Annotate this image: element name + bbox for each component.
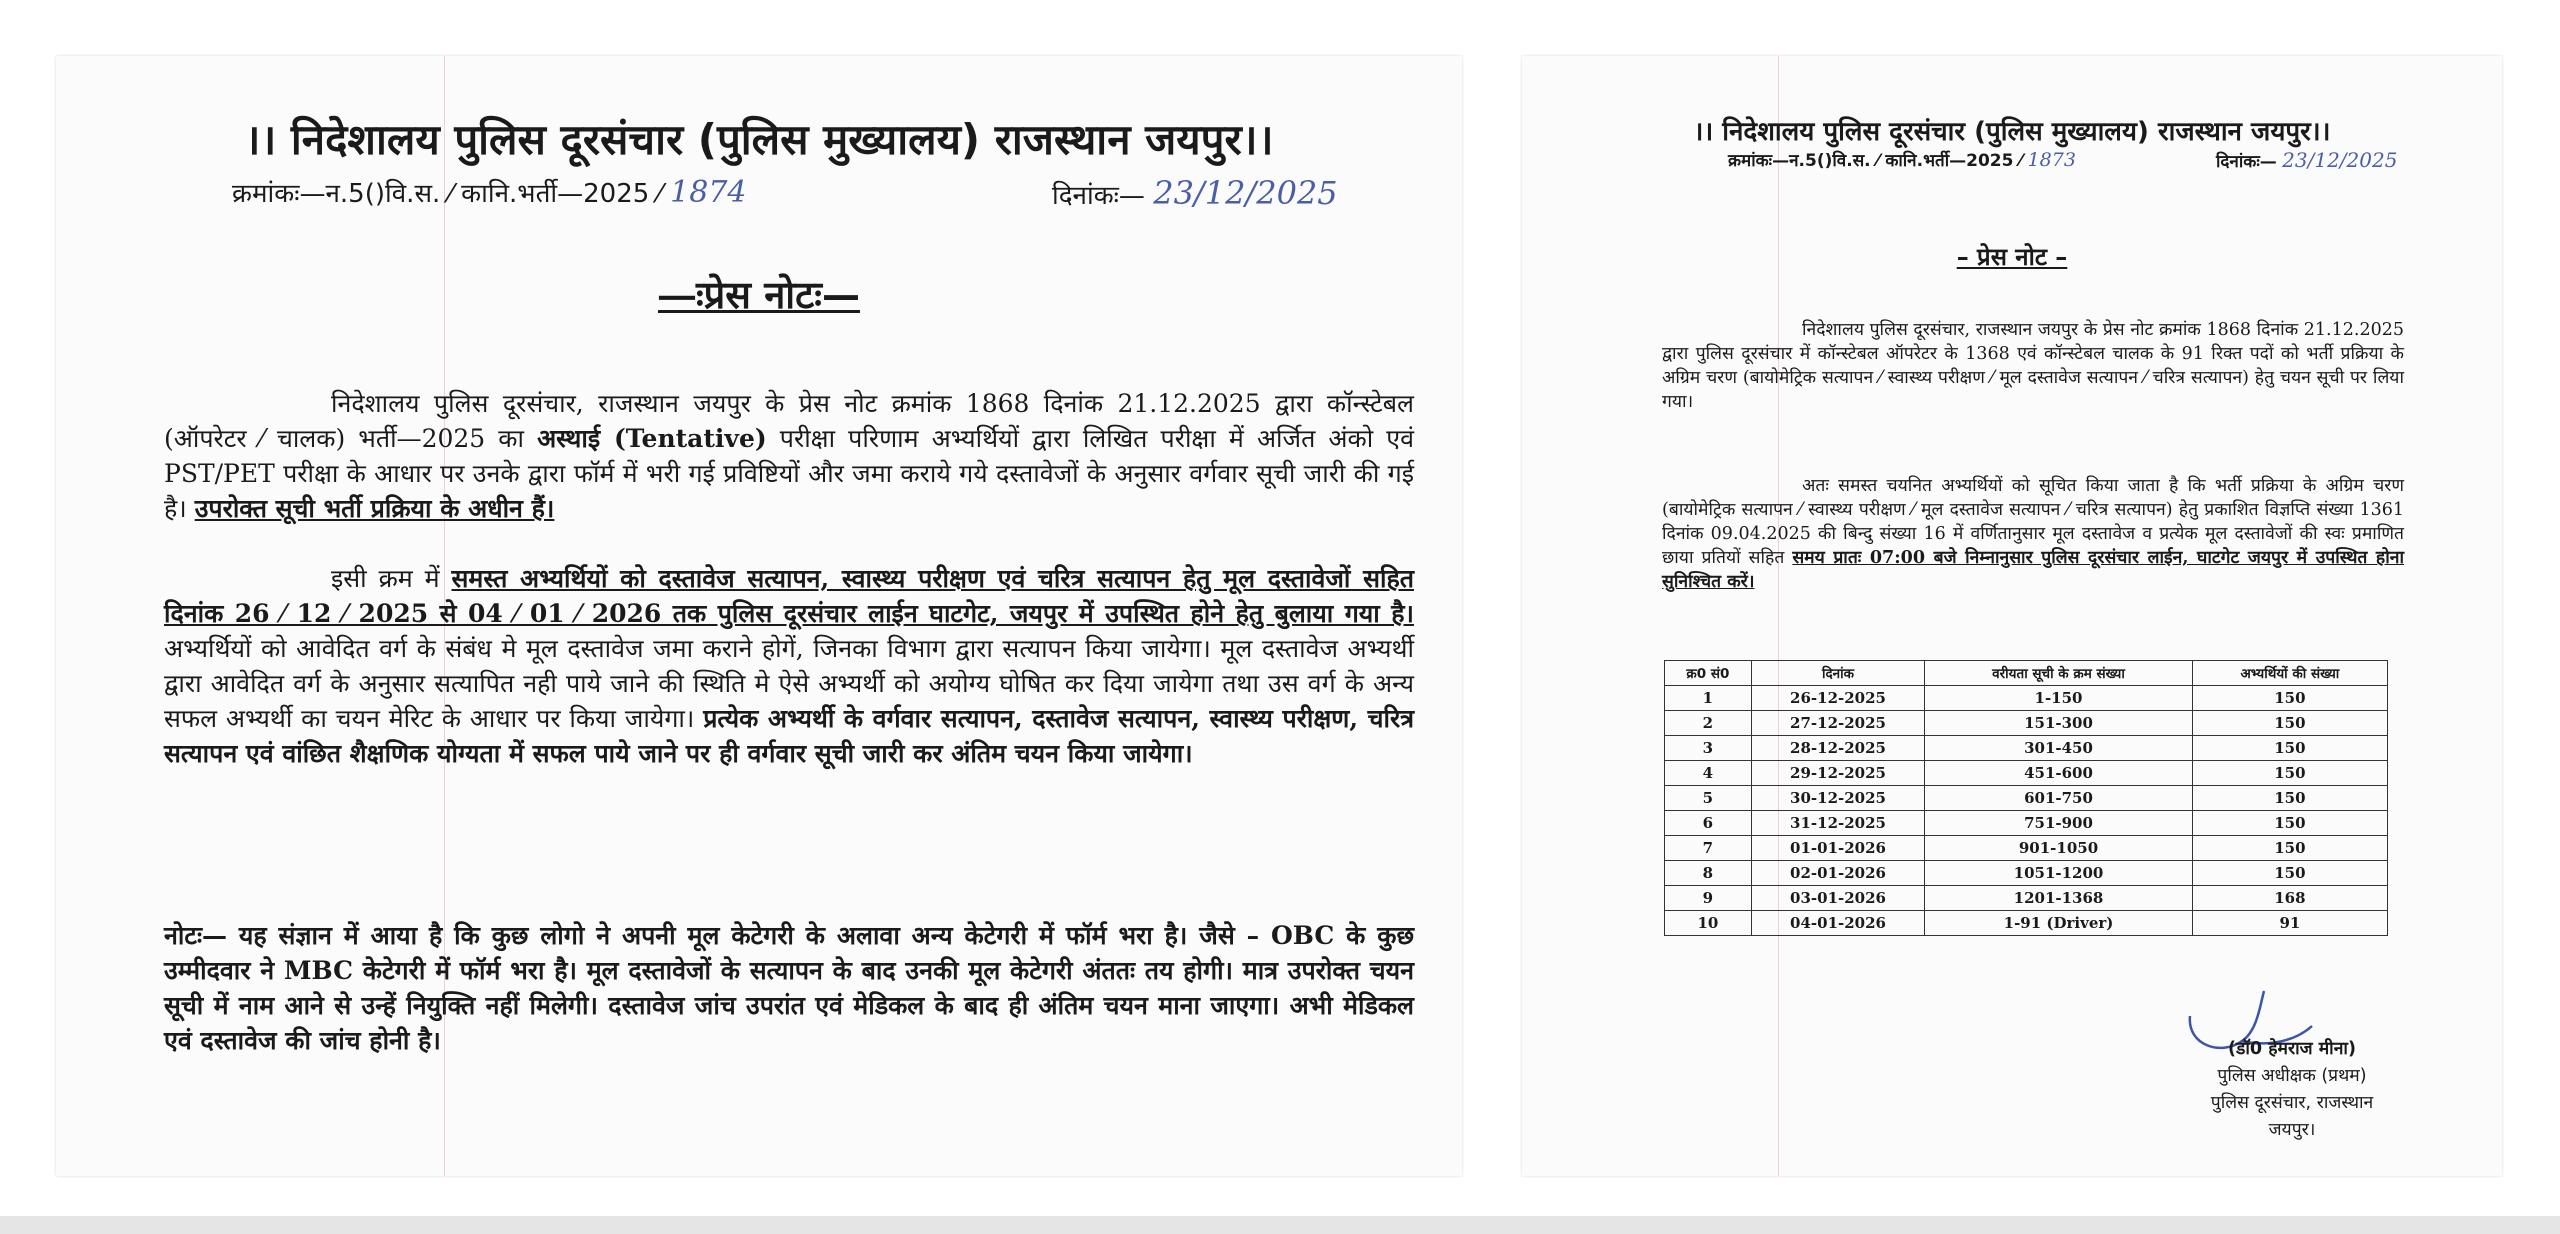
table-cell: 27-12-2025 [1751,711,1925,736]
table-cell: 150 [2192,811,2387,836]
table-cell: 901-1050 [1925,836,2193,861]
reference-label: क्रमांकः—न.5()वि.स. ⁄ कानि.भर्ती—2025 ⁄ [232,179,662,209]
table-row [1665,861,2388,886]
table-cell: 168 [2192,886,2387,911]
table-cell: 10 [1665,911,1752,936]
paragraph-text: अतः समस्त चयनित अभ्यर्थियों को सूचित किया जाता है कि भर्ती प्रक्रिया के अग्रिम चरण (बायोमेट्रिक सत्यापन ⁄ स्वास्थ्य परीक्षण ⁄ मूल दस्तावेज सत्यापन ⁄ चरित्र सत्यापन) हेतु प्रकाशित विज्ञप्ति संख्या 1361 दिनांक 09.04.2025 की बिन्दु संख्या 16 में वर्णितानुसार मूल दस्तावेज व प्रत्येक मूल दस्तावेजों की स्वः प्रमाणित छाया प्रतियों सहित [1662,476,2404,568]
table-cell: 7 [1665,836,1752,861]
paragraph-verification-schedule [164,561,1414,771]
paragraph-text: इसी क्रम में [331,564,452,593]
table-column-header: अभ्यर्थियों की संख्या [2192,661,2387,686]
paragraph-text: परीक्षा परिणाम अभ्यर्थियों द्वारा लिखित परीक्षा में अर्जित अंको एवं PST/PET परीक्षा के आधार पर उनके द्वारा फॉर्म में भरी गई प्रविष्टियों और जमा कराये गये दस्तावेजों के अनुसार वर्गवार सूची जारी की गई है। [164,424,1415,523]
table-column-header: दिनांक [1751,661,1925,686]
table-row [1665,811,2388,836]
table-cell: 2 [1665,711,1752,736]
table-cell: 91 [2192,911,2387,936]
table-cell: 28-12-2025 [1751,736,1925,761]
bottom-edge [0,1216,2560,1234]
table-cell: 751-900 [1925,811,2193,836]
table-row [1665,686,2388,711]
date-label: दिनांकः— [1052,181,1145,211]
final-selection-condition: प्रत्येक अभ्यर्थी के वर्गवार सत्यापन, दस्तावेज सत्यापन, स्वास्थ्य परीक्षण, चरित्र सत्यापन एवं वांछित शैक्षणिक योग्यता में सफल पाये जाने पर ही वर्गवार सूची जारी कर अंतिम चयन किया जायेगा। [164,704,1415,768]
table-cell: 30-12-2025 [1751,786,1925,811]
table-cell: 150 [2192,686,2387,711]
table-row [1665,786,2388,811]
paragraph-attendance [1662,474,2404,594]
handwritten-reference-no: 1873 [2027,149,2076,171]
paragraph-text: अभ्यर्थियों को आवेदित वर्ग के संबंध मे मूल दस्तावेज जमा कराने होगें, जिनका विभाग द्वारा सत्यापन किया जायेगा। मूल दस्तावेज अभ्यर्थी द्वारा आवेदित वर्ग के अनुसार सत्यापित नही पाये जाने की स्थिति मे ऐसे अभ्यर्थी को अयोग्य घोषित कर दिया जायेगा तथा उस वर्ग के अन्य सफल अभ्यर्थी का चयन मेरिट के आधार पर किया जायेगा। [164,634,1414,733]
press-note-right-page [1522,56,2502,1176]
page-title: —ःप्रेस नोटः— [658,273,860,317]
press-note-left-page [56,56,1462,1176]
table-cell: 03-01-2026 [1751,886,1925,911]
table-cell: 02-01-2026 [1751,861,1925,886]
signatory-designation: पुलिस अधीक्षक (प्रथम) [2217,1066,2367,1086]
letterhead: ।। निदेशालय पुलिस दूरसंचार (पुलिस मुख्यालय) राजस्थान जयपुर।। [244,115,1274,164]
table-cell: 301-450 [1925,736,2193,761]
table-cell: 151-300 [1925,711,2193,736]
table-row [1665,711,2388,736]
reference-number [232,174,747,210]
note-paragraph: नोटः— यह संज्ञान में आया है कि कुछ लोगो ने अपनी मूल केटेगरी के अलावा अन्य केटेगरी में फॉर्म भरा है। जैसे – OBC के कुछ उम्मीदवार ने MBC केटेगरी में फॉर्म भरा है। मूल दस्तावेजों के सत्यापन के बाद उनकी मूल केटेगरी अंततः तय होगी। मात्र उपरोक्त चयन सूची में नाम आने से उन्हें नियुक्ति नहीं मिलेगी। दस्तावेज जांच उपरांत एवं मेडिकल के बाद ही अंतिम चयन माना जाएगा। अभी मेडिकल एवं दस्तावेज की जांच होनी है। [164,921,1414,1055]
table-cell: 3 [1665,736,1752,761]
signatory-city: जयपुर। [2268,1120,2316,1140]
paragraph-result-notice [164,386,1414,526]
table-row [1665,761,2388,786]
table-cell: 1-91 (Driver) [1925,911,2193,936]
table-cell: 31-12-2025 [1751,811,1925,836]
table-cell: 451-600 [1925,761,2193,786]
table-cell: 26-12-2025 [1751,686,1925,711]
schedule-table [1664,660,2388,936]
table-row [1665,836,2388,861]
table-cell: 5 [1665,786,1752,811]
table-row [1665,736,2388,761]
table-column-header: क्र0 सं0 [1665,661,1752,686]
letterhead: ।। निदेशालय पुलिस दूरसंचार (पुलिस मुख्यालय) राजस्थान जयपुर।। [1693,117,2331,147]
table-header-row [1665,661,2388,686]
reference-label: क्रमांकः—न.5()वि.स. ⁄ कानि.भर्ती—2025 ⁄ [1728,151,2023,171]
table-cell: 1 [1665,686,1752,711]
table-cell: 150 [2192,836,2387,861]
paragraph-selection-list: निदेशालय पुलिस दूरसंचार, राजस्थान जयपुर के प्रेस नोट क्रमांक 1868 दिनांक 21.12.2025 द्वारा पुलिस दूरसंचार में कॉन्स्टेबल ऑपरेटर के 1368 एवं कॉन्स्टेबल चालक के 91 रिक्त पदों को भर्ती प्रक्रिया के अग्रिम चरण (बायोमेट्रिक सत्यापन ⁄ स्वास्थ्य परीक्षण ⁄ मूल दस्तावेज सत्यापन ⁄ चरित्र सत्यापन) हेतु चयन सूची पर लिया गया। [1662,320,2404,412]
signature-block [2142,1036,2442,1144]
date-line [2216,148,2397,172]
table-cell: 01-01-2026 [1751,836,1925,861]
table-column-header: वरीयता सूची के क्रम संख्या [1925,661,2193,686]
subject-to-process-note: उपरोक्त सूची भर्ती प्रक्रिया के अधीन हैं। [194,494,555,523]
signatory-office: पुलिस दूरसंचार, राजस्थान [2210,1093,2374,1113]
table-cell: 150 [2192,736,2387,761]
table-row [1665,911,2388,936]
handwritten-date: 23/12/2025 [2282,148,2398,172]
table-cell: 29-12-2025 [1751,761,1925,786]
signatory-name: (डॉ0 हेमराज मीना) [2228,1039,2356,1059]
table-cell: 1-150 [1925,686,2193,711]
table-cell: 1201-1368 [1925,886,2193,911]
table-cell: 150 [2192,786,2387,811]
attendance-instruction: समय प्रातः 07:00 बजे निम्नानुसार पुलिस दूरसंचार लाईन, घाटगेट जयपुर में उपस्थित होना सुनिश्चित करें। [1662,548,2404,592]
table-cell: 04-01-2026 [1751,911,1925,936]
attendance-instruction: समस्त अभ्यर्थियों को दस्तावेज सत्यापन, स्वास्थ्य परीक्षण एवं चरित्र सत्यापन हेतु मूल दस्तावेजों सहित दिनांक 26 ⁄ 12 ⁄ 2025 से 04 ⁄ 01 ⁄ 2026 तक पुलिस दूरसंचार लाईन घाटगेट, जयपुर में उपस्थित होने हेतु बुलाया गया है। [164,564,1414,628]
table-cell: 9 [1665,886,1752,911]
margin-line [1778,56,1779,1176]
date-label: दिनांकः— [2216,152,2277,172]
table-cell: 6 [1665,811,1752,836]
table-cell: 1051-1200 [1925,861,2193,886]
handwritten-reference-no: 1874 [670,175,747,210]
reference-number [1728,148,2076,171]
handwritten-date: 23/12/2025 [1153,174,1338,212]
table-cell: 150 [2192,711,2387,736]
date-line [1052,174,1338,212]
table-row [1665,886,2388,911]
paragraph-text: निदेशालय पुलिस दूरसंचार, राजस्थान जयपुर के प्रेस नोट क्रमांक 1868 दिनांक 21.12.2025 द्वारा कॉन्स्टेबल (ऑपरेटर ⁄ चालक) भर्ती—2025 का [164,389,1414,453]
tentative-label: अस्थाई (Tentative) [537,424,767,453]
table-cell: 150 [2192,761,2387,786]
table-cell: 8 [1665,861,1752,886]
page-title: – प्रेस नोट – [1956,243,2068,271]
table-cell: 4 [1665,761,1752,786]
table-cell: 601-750 [1925,786,2193,811]
table-cell: 150 [2192,861,2387,886]
